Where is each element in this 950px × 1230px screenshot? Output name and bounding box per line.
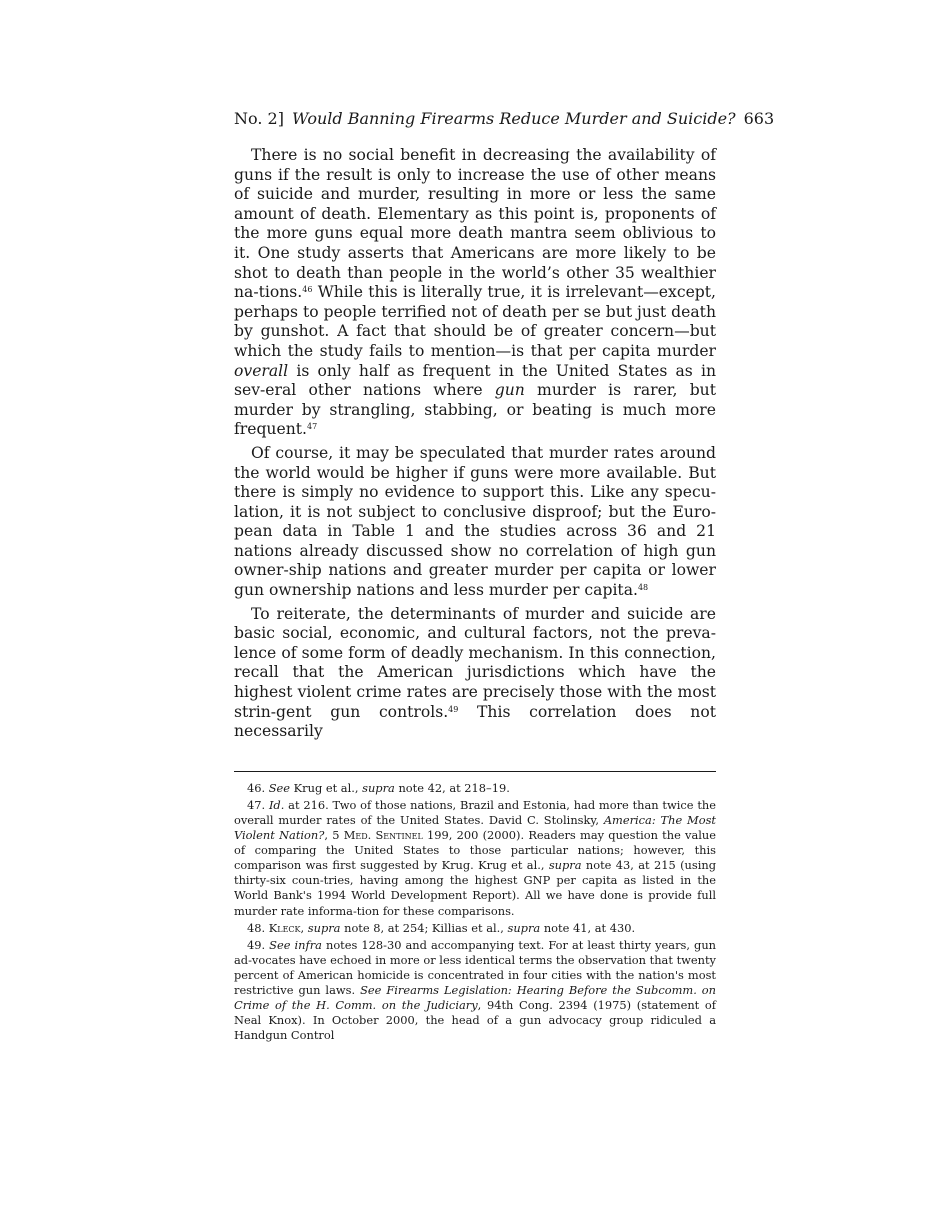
issue-label: No. 2] [234, 109, 284, 128]
article-citation: America: The Most Violent Nation? [234, 813, 717, 843]
footnote-ref-47: 47 [306, 422, 318, 432]
p3-text-2: This correlation does not necessarily [234, 702, 716, 741]
footnote-rule [234, 771, 716, 772]
p1-emphasis-gun: gun [494, 381, 525, 400]
signal: supra [507, 920, 541, 935]
footnotes [234, 781, 716, 1044]
footnote-47 [234, 798, 716, 919]
article-title: Would Banning Firearms Reduce Murder and Suicide? [291, 109, 736, 128]
footnote-number: 46. [247, 780, 269, 795]
footnote-number: 49. [247, 937, 270, 952]
page-number: 663 [743, 109, 775, 128]
footnote-ref-46: 46 [302, 285, 313, 295]
footnote-text: , [300, 920, 308, 935]
paragraph-2 [234, 444, 716, 601]
p1-text-3: is only half as frequent in the United States as in sev-eral other nations where [234, 361, 716, 400]
signal: See [268, 780, 291, 795]
footnote-number: 48. [247, 920, 269, 935]
p1-text-2: While this is literally true, it is irrelevant—except, perhaps to people terrified not of death per se but just death by gunshot. A fact that should be of greater concern—but which the study fails to mention—is that per capita murder [234, 283, 716, 360]
signal: supra [362, 780, 395, 795]
signal: See infra [269, 937, 322, 952]
paragraph-3 [234, 605, 716, 742]
footnote-text: at 216. Two of those nations, Brazil and Estonia, had more than twice the overall murder rates of the United States. David C. Stolinsky, [234, 797, 716, 827]
p2-text-1: Of course, it may be speculated that murder rates around the world would be higher if guns were more available. But there is simply no evidence to support this. Like any specu-lation, it is not subject to conclusive disproof; but the Euro-pean data in Table 1 and the studies across 36 and 21 nations already discussed show no correlation of high gun owner-ship nations and greater murder per capita or lower gun ownership nations and less murder per capita. [234, 443, 716, 600]
author-name: Kleck [268, 920, 301, 935]
footnote-text: note 42, at 218–19. [394, 780, 510, 795]
footnote-49 [234, 938, 716, 1044]
signal: Id. [268, 797, 285, 812]
signal: supra [307, 920, 341, 935]
footnote-text: 199, 200 (2000). Readers may question the value of comparing the United States to those particular nations; however, this comparison was first suggested by Krug. Krug et al., [234, 828, 716, 873]
footnote-text: Krug et al., [290, 780, 363, 795]
footnote-48 [234, 921, 716, 936]
footnote-text: note 8, at 254; Killias et al., [340, 920, 508, 935]
footnote-46 [234, 781, 716, 796]
p3-text-1: To reiterate, the determinants of murder and suicide are basic social, economic, and cultural factors, not the preva-lence of some form of deadly mechanism. In this connection, recall that the American jurisdictions which have the highest violent crime rates are precisely those with the most strin-gent gun controls. [234, 604, 716, 721]
hearing-citation: See Firearms Legislation: Hearing Before the Subcomm. on Crime of the H. Comm. on the Judiciary [234, 983, 716, 1013]
footnote-text: , 5 [324, 828, 344, 843]
body-text [234, 146, 716, 742]
signal: supra [548, 858, 582, 873]
footnote-text: , 94th Cong. 2394 (1975) (statement of Neal Knox). In October 2000, the head of a gun advocacy group ridiculed a Handgun Control [234, 998, 716, 1043]
footnote-ref-48: 48 [637, 583, 649, 593]
footnote-text: notes 128-30 and accompanying text. For at least thirty years, gun ad-vocates have echoed in more or less identical terms the observation that twenty percent of American homicide is concentrated in four cities with the nation's most restrictive gun laws. [234, 937, 716, 998]
p1-emphasis-overall: overall [234, 361, 289, 380]
p1-text-4: murder is rarer, but murder by strangling, stabbing, or beating is much more frequent. [234, 381, 716, 439]
paragraph-1 [234, 146, 716, 440]
p1-text-1: There is no social benefit in decreasing the availability of guns if the result is only to increase the use of other means of suicide and murder, resulting in more or less the same amount of death. Elementary as this point is, proponents of the more guns equal more death mantra seem oblivious to it. One study asserts that Americans are more likely to be shot to death than people in the world’s other 35 wealthier na-tions. [234, 146, 716, 302]
running-head [234, 108, 775, 130]
footnote-ref-49: 49 [448, 704, 459, 714]
footnote-number: 47. [247, 797, 269, 812]
journal-name: Med. Sentinel [343, 828, 423, 843]
footnote-text: note 43, at 215 (using thirty-six coun-tries, having among the highest GNP per capita as listed in the World Bank's 1994 World Development Report). All we have done is provide full murder rate informa-tion for these comparisons. [234, 858, 716, 918]
journal-page [234, 108, 775, 1045]
footnote-text: note 41, at 430. [540, 920, 636, 935]
